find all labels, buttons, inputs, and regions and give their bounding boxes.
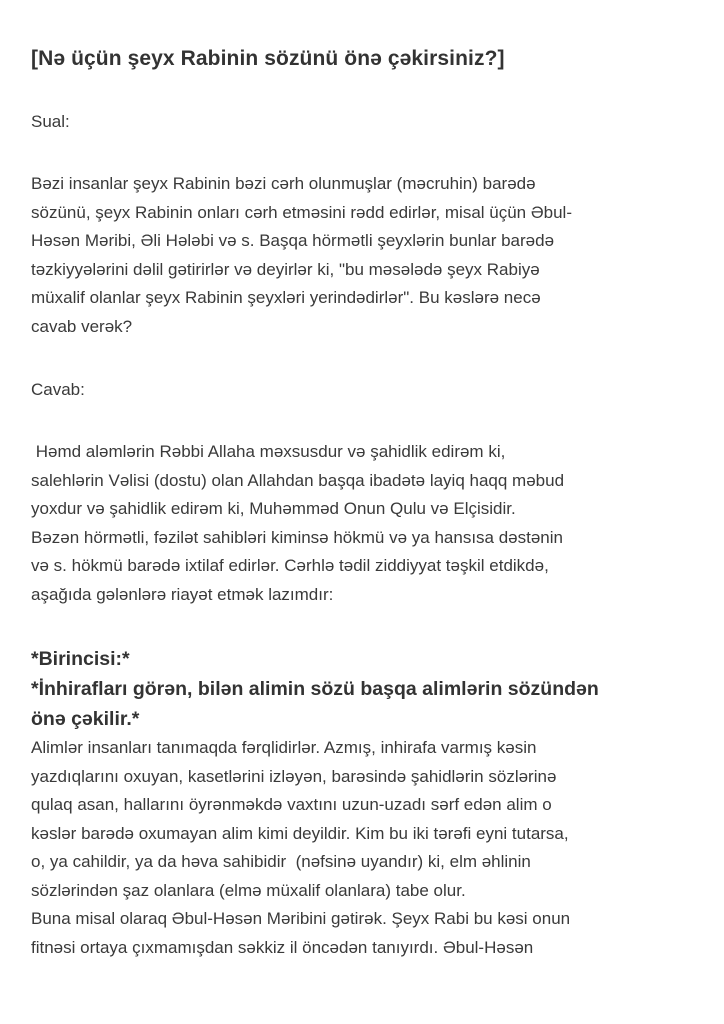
answer-line: salehlərin Vəlisi (dostu) olan Allahdan başqa ibadətə layiq haqq məbud (31, 470, 565, 490)
spacer (31, 609, 699, 644)
answer-line: Bəzən hörmətli, fəzilət sahibləri kiminsə hökmü və ya hansısa dəstənin (31, 527, 563, 547)
section-heading: *Birincisi:* (31, 648, 130, 670)
spacer (31, 341, 699, 376)
question-line: cavab verək? (31, 316, 133, 336)
question-line: təzkiyyələrini dəlil gətirirlər və deyirlər ki, "bu məsələdə şeyx Rabiyə (31, 259, 540, 279)
body-line: Alimlər insanları tanımaqda fərqlidirlər. Azmış, inhirafa varmış kəsin (31, 738, 537, 757)
body-line: yazdıqlarını oxuyan, kasetlərini izləyən, barəsində şahidlərin sözlərinə (31, 766, 557, 786)
document-page (31, 44, 699, 962)
question-line: sözünü, şeyx Rabinin onları cərh etməsini rədd edirlər, misal üçün Əbul- (31, 202, 572, 222)
spacer (31, 404, 699, 438)
answer-paragraph (31, 438, 699, 609)
body-line: kəslər barədə oxumayan alim kimi deyildir. Kim bu iki tərəfi eyni tutarsa, (31, 823, 569, 843)
body-line: sözlərindən şaz olanlara (elmə müxalif olanlara) tabe olur. (31, 880, 466, 900)
question-line: müxalif olanlar şeyx Rabinin şeyxləri yerindədirlər". Bu kəslərə necə (31, 288, 541, 307)
answer-line: aşağıda gələnlərə riayət etmək lazımdır: (31, 584, 334, 604)
body-line: fitnəsi ortaya çıxmamışdan səkkiz il öncədən tanıyırdı. Əbul-Həsən (31, 937, 534, 957)
section-subheading-line: *İnhirafları görən, bilən alimin sözü başqa alimlərin sözündən (31, 678, 599, 700)
answer-label: Cavab: (31, 380, 85, 399)
section-subheading-line: önə çəkilir.* (31, 708, 140, 730)
answer-line: yoxdur və şahidlik edirəm ki, Muhəmməd Onun Qulu və Elçisidir. (31, 499, 516, 518)
body-line: o, ya cahildir, ya da həva sahibidir (nəfsinə uyandır) ki, elm əhlinin (31, 852, 531, 871)
question-label: Sual: (31, 112, 70, 131)
spacer (31, 136, 699, 170)
page-title: [Nə üçün şeyx Rabinin sözünü önə çəkirsiniz?] (31, 47, 505, 70)
question-paragraph (31, 170, 699, 341)
body-paragraph (31, 734, 699, 962)
question-line: Həsən Məribi, Əli Hələbi və s. Başqa hörmətli şeyxlərin bunlar barədə (31, 231, 555, 250)
question-line: Bəzi insanlar şeyx Rabinin bəzi cərh olunmuşlar (məcruhin) barədə (31, 174, 536, 193)
answer-line: Həmd aləmlərin Rəbbi Allaha məxsusdur və şahidlik edirəm ki, (31, 442, 506, 461)
spacer (31, 74, 699, 108)
answer-line: və s. hökmü barədə ixtilaf edirlər. Cərhlə tədil ziddiyyat təşkil etdikdə, (31, 556, 549, 575)
body-line: Buna misal olaraq Əbul-Həsən Məribini gətirək. Şeyx Rabi bu kəsi onun (31, 909, 571, 928)
body-line: qulaq asan, hallarını öyrənməkdə vaxtını uzun-uzadı sərf edən alim o (31, 795, 552, 814)
